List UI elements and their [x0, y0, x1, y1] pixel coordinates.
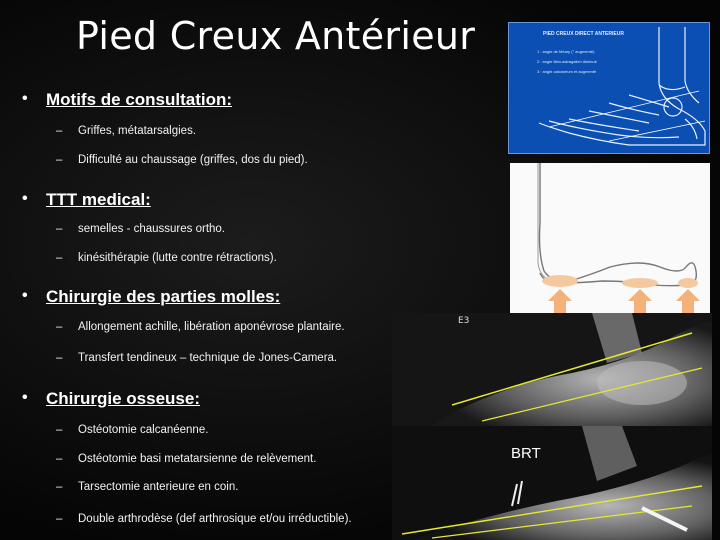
dash-marker: –: [56, 154, 63, 166]
dash-marker: –: [56, 321, 63, 333]
diagram-legend-line: 2 : angle tibio-astragalien diminué: [537, 59, 597, 64]
bullet-marker: •: [22, 190, 28, 207]
list-item: – kinésithérapie (lutte contre rétractions).: [56, 252, 277, 264]
foot-sketch-drawing: [510, 163, 710, 313]
diagram-legend-line: 3 : angle calcanéum et augmenté: [537, 69, 597, 74]
bullet-marker: •: [22, 287, 28, 304]
bullet-marker: •: [22, 389, 28, 406]
dash-marker: –: [56, 424, 63, 436]
section-heading-text: Chirurgie des parties molles:: [46, 287, 281, 306]
xray-drawing: [392, 313, 712, 426]
dash-marker: –: [56, 481, 63, 493]
section-heading-parties-molles: [22, 287, 280, 307]
diagram-title: PIED CREUX DIRECT ANTERIEUR: [543, 31, 624, 37]
section-heading-ttt-medical: [22, 190, 151, 210]
dash-marker: –: [56, 453, 63, 465]
dash-marker: –: [56, 513, 63, 525]
xray-drawing: [392, 426, 712, 540]
section-heading-text: TTT medical:: [46, 190, 151, 209]
list-item: – semelles - chaussures ortho.: [56, 223, 226, 235]
dash-marker: –: [56, 223, 63, 235]
list-item: – Difficulté au chaussage (griffes, dos du pied).: [56, 154, 308, 166]
list-item: – Double arthrodèse (def arthrosique et/ou irréductible).: [56, 513, 352, 525]
slide-title: Pied Creux Antérieur: [76, 14, 476, 58]
brt-label: BRT: [511, 445, 541, 462]
section-heading-consultation: [22, 90, 232, 110]
dash-marker: –: [56, 352, 63, 364]
foot-sketch-illustration: [510, 163, 710, 313]
section-heading-text: Motifs de consultation:: [46, 90, 233, 109]
diagram-legend-line: 1 : angle de Méary (° augmenté): [537, 49, 595, 54]
bullet-marker: •: [22, 90, 28, 107]
xray-marker: E3: [458, 316, 470, 326]
dash-marker: –: [56, 125, 63, 137]
list-item: – Griffes, métatarsalgies.: [56, 125, 197, 137]
list-item: – Ostéotomie calcanéenne.: [56, 424, 209, 436]
xray-lateral-foot-preop: [392, 313, 712, 426]
dash-marker: –: [56, 252, 63, 264]
foot-outline-drawing: [509, 23, 709, 153]
list-item: – Tarsectomie anterieure en coin.: [56, 481, 239, 493]
diagram-pied-creux: [508, 22, 710, 154]
list-item: – Ostéotomie basi metatarsienne de relèvement.: [56, 453, 317, 465]
section-heading-chirurgie-osseuse: [22, 389, 200, 409]
list-item: – Transfert tendineux – technique de Jones-Camera.: [56, 352, 338, 364]
xray-lateral-foot-postop: [392, 426, 712, 540]
section-heading-text: Chirurgie osseuse:: [46, 389, 200, 408]
list-item: – Allongement achille, libération aponévrose plantaire.: [56, 321, 345, 333]
